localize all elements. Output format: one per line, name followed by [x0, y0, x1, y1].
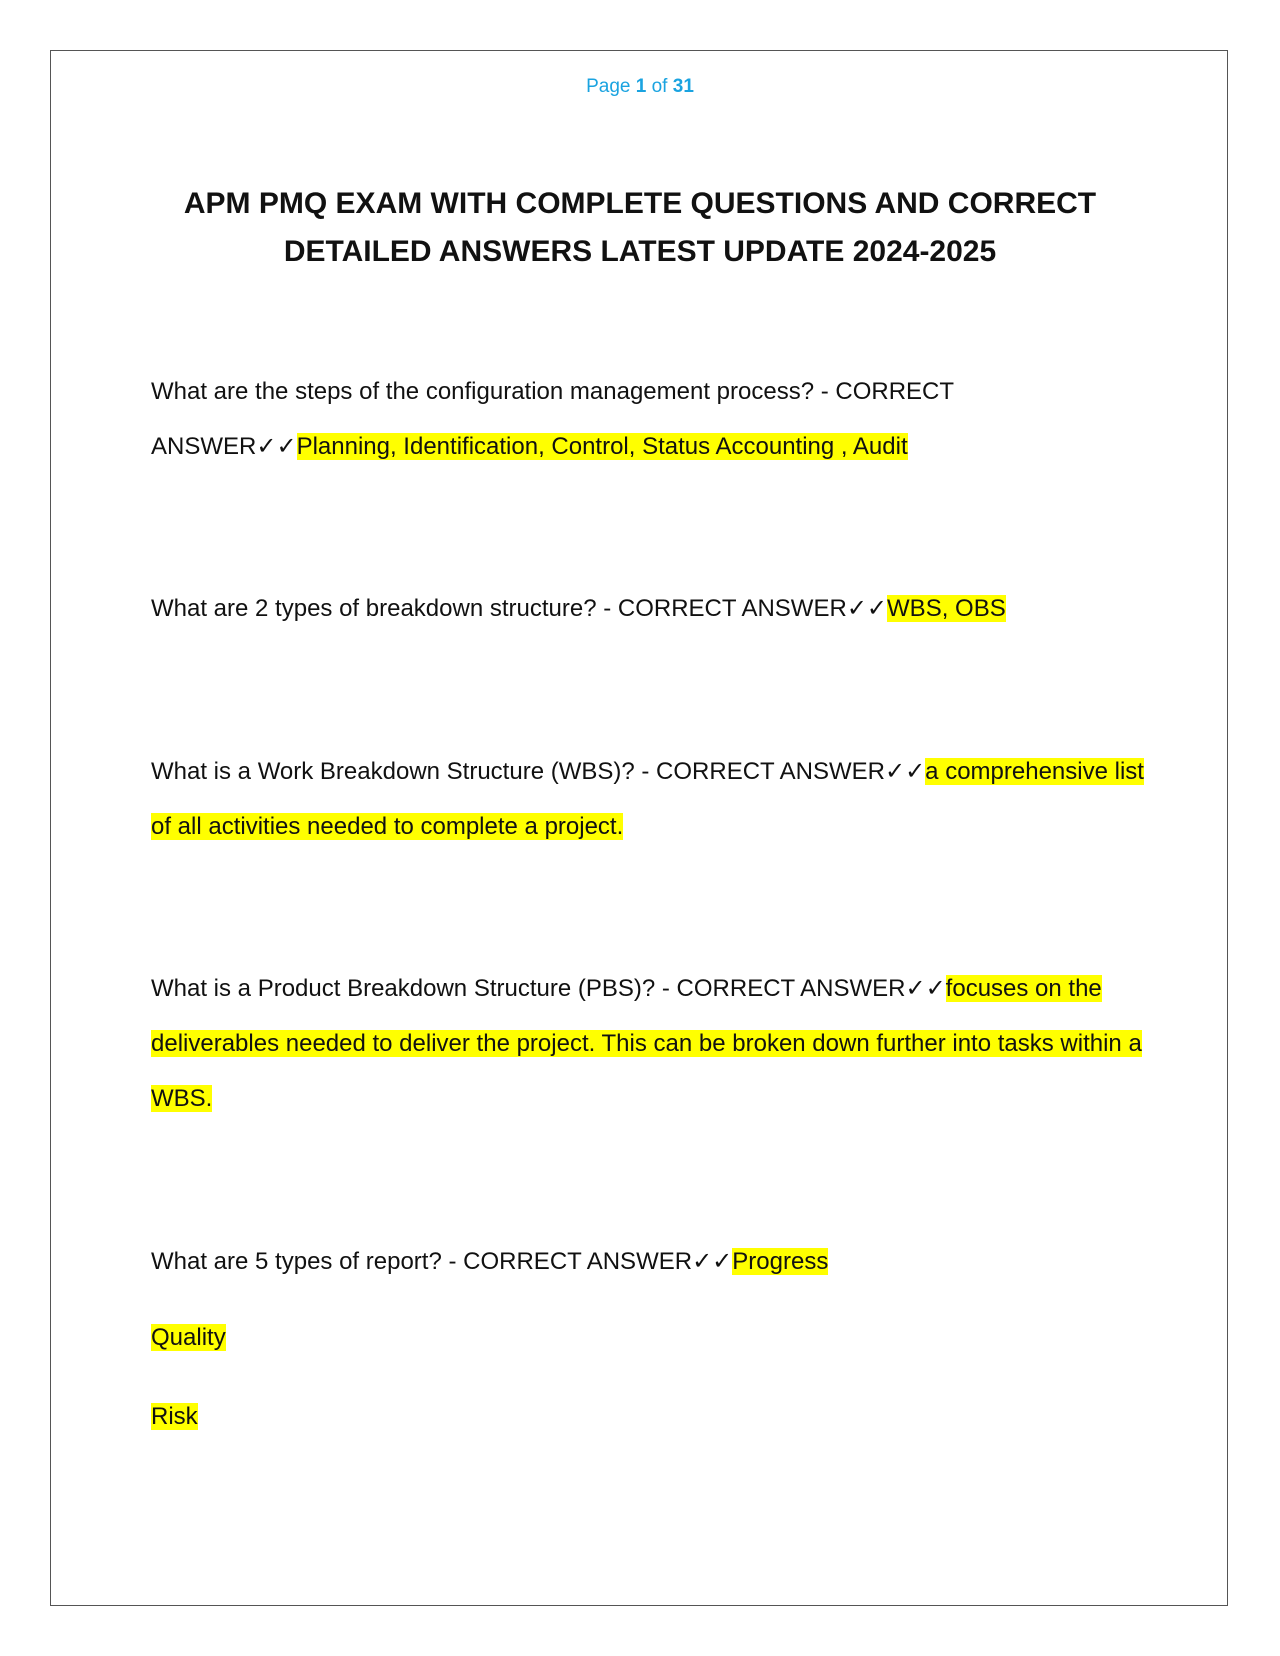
question-text: What are 5 types of report? - CORRECT ANSWER	[151, 1248, 693, 1275]
qa-item	[151, 581, 1151, 636]
answer-text: a comprehensive list of all activities needed to complete a project.	[151, 758, 1144, 840]
answer-text: Progress	[732, 1248, 829, 1275]
qa-item	[151, 364, 1151, 474]
page-total: 31	[672, 76, 694, 97]
question-text: What is a Work Breakdown Structure (WBS)? - CORRECT ANSWER	[151, 758, 885, 785]
checkmark-icon: ✓✓	[905, 974, 946, 1002]
question-text: What is a Product Breakdown Structure (PBS)? - CORRECT ANSWER	[151, 975, 906, 1002]
qa-item	[151, 1234, 1151, 1289]
page-label-of: of	[651, 76, 668, 97]
page-number	[0, 76, 1280, 98]
checkmark-icon: ✓✓	[884, 757, 926, 785]
answer-text: WBS, OBS	[887, 595, 1006, 622]
answer-text: focuses on the deliverables needed to deliver the project. This can be broken down further into tasks within a WBS.	[151, 975, 1142, 1112]
answer-list-text: Risk	[151, 1403, 198, 1430]
document-title: APM PMQ EXAM WITH COMPLETE QUESTIONS AND CORRECT DETAILED ANSWERS LATEST UPDATE 2024-2025	[183, 187, 1097, 268]
checkmark-icon: ✓✓	[846, 594, 888, 622]
page-label-prefix: Page	[586, 76, 631, 97]
answer-list-item	[151, 1318, 226, 1358]
answer-list-item	[151, 1397, 198, 1437]
answer-list-text: Quality	[151, 1324, 226, 1351]
question-text: What are 2 types of breakdown structure? - CORRECT ANSWER	[151, 595, 847, 622]
checkmark-icon: ✓✓	[256, 432, 297, 460]
question-text: What are the steps of the configuration management process? - CORRECT ANSWER	[151, 378, 954, 460]
answer-text: Planning, Identification, Control, Status Accounting , Audit	[296, 433, 908, 460]
page-current: 1	[635, 76, 647, 97]
qa-item	[151, 961, 1151, 1126]
qa-item	[151, 744, 1151, 854]
checkmark-icon: ✓✓	[692, 1247, 733, 1275]
